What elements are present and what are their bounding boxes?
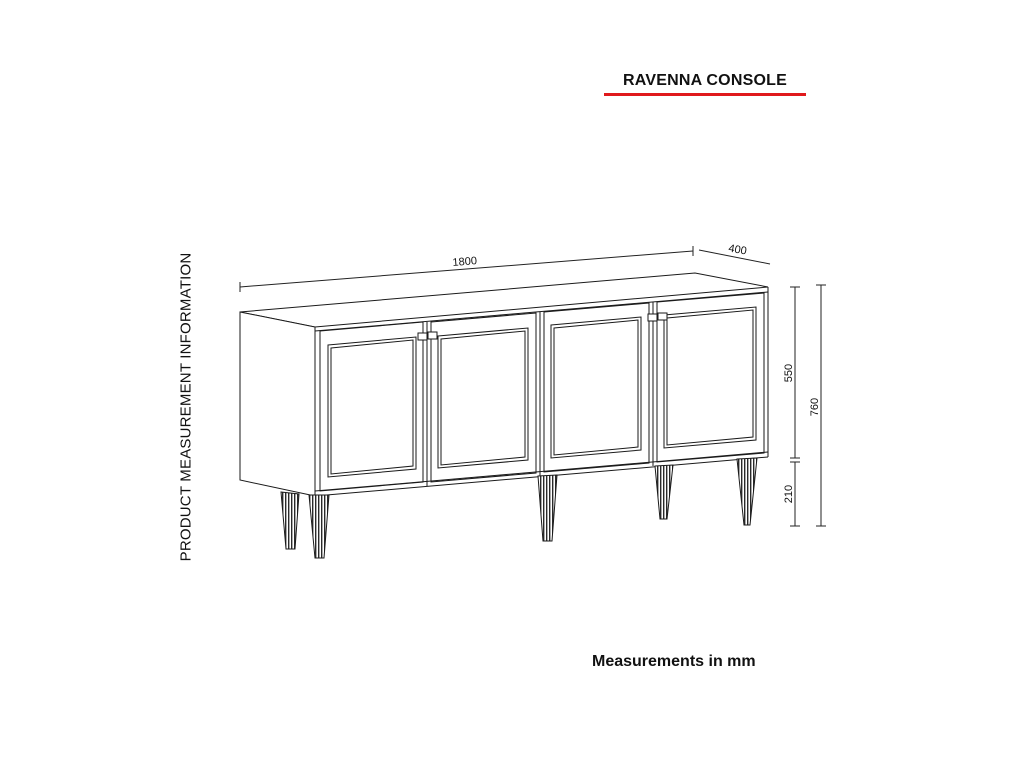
depth-label: 400	[727, 242, 748, 258]
leg-height-label: 210	[783, 484, 795, 504]
height-dimensions	[783, 285, 826, 526]
product-title: RAVENNA CONSOLE	[623, 72, 787, 89]
depth-dimension	[699, 243, 770, 264]
body-height-label: 550	[783, 363, 795, 383]
measurement-unit-note: Measurements in mm	[592, 653, 756, 670]
console-cabinet	[240, 273, 768, 496]
total-height-label: 760	[809, 397, 821, 417]
side-label: PRODUCT MEASUREMENT INFORMATION	[177, 252, 195, 562]
width-label: 1800	[452, 255, 478, 269]
